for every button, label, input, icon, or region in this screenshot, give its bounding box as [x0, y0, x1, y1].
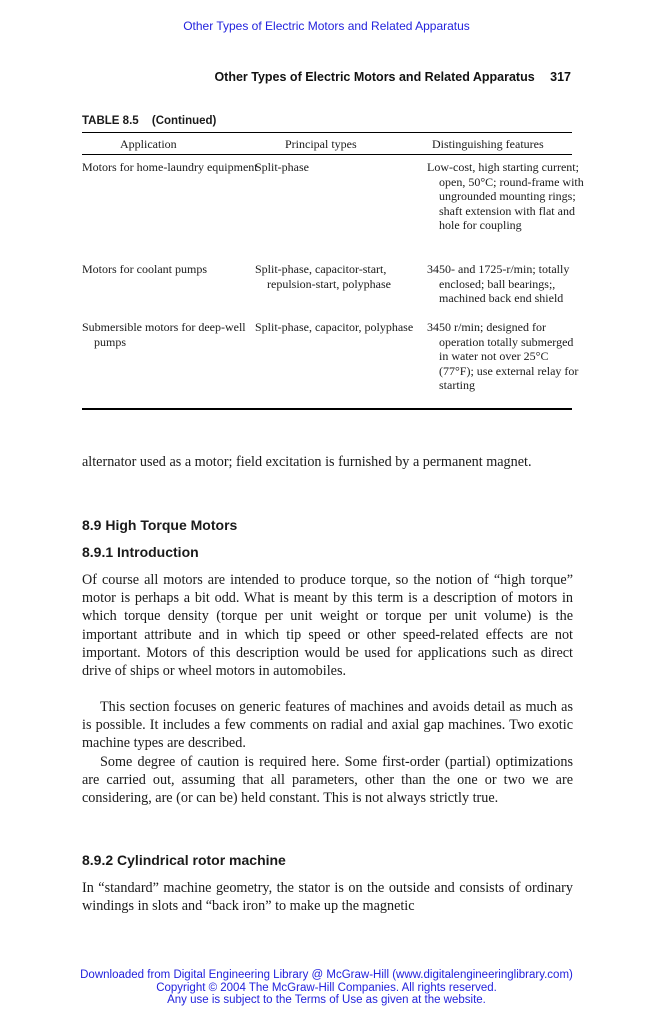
subsection-heading-introduction: 8.9.1 Introduction	[82, 544, 199, 560]
page-number: 317	[550, 70, 571, 84]
table-row	[82, 320, 579, 408]
cell-application: Motors for home-laundry equipment	[82, 160, 258, 174]
header-application: Application	[120, 137, 177, 151]
running-head	[214, 70, 571, 84]
section-heading: 8.9 High Torque Motors	[82, 517, 238, 533]
footer-download-link[interactable]: Downloaded from Digital Engineering Library @ McGraw-Hill (www.digitalengineeringlibrary.com)	[80, 969, 573, 981]
cell-principal-types: Split-phase, capacitor, polyphase	[255, 320, 414, 334]
cell-features: Low-cost, high starting current; open, 50°C; round-frame with ungrounded mounting rings; shaft extension with flat and hole for coupling	[427, 160, 584, 232]
table-row	[82, 160, 584, 262]
table-header-rule	[82, 154, 572, 155]
table-row	[82, 262, 572, 320]
page-banner-title: Other Types of Electric Motors and Related Apparatus	[183, 19, 470, 33]
table-caption	[82, 115, 216, 127]
cell-principal-types: Split-phase, capacitor-start, repulsion-start, polyphase	[255, 262, 391, 291]
cell-application: Submersible motors for deep-well pumps	[82, 320, 246, 349]
subsection-heading-cylindrical-rotor: 8.9.2 Cylindrical rotor machine	[82, 852, 286, 868]
cell-principal-types: Split-phase	[255, 160, 309, 174]
table-bottom-rule	[82, 408, 572, 410]
header-distinguishing-features: Distinguishing features	[432, 137, 544, 151]
motor-types-table	[82, 132, 584, 410]
paragraph: Some degree of caution is required here. Some first-order (partial) optimizations are carried out, assuming that all parameters, other than the one or two we are considering, are (or can be) held constant. This is not always strictly true.	[82, 754, 573, 807]
table-header-row	[82, 133, 572, 154]
paragraph: In “standard” machine geometry, the stator is on the outside and consists of ordinary windings in slots and “back iron” to make up the magnetic	[82, 880, 573, 915]
cell-features: 3450- and 1725-r/min; totally enclosed; ball bearings;, machined back end shield	[427, 262, 570, 305]
header-principal-types: Principal types	[285, 137, 357, 151]
intro-paragraph: alternator used as a motor; field excitation is furnished by a permanent magnet.	[82, 454, 532, 470]
running-head-title: Other Types of Electric Motors and Related Apparatus	[214, 70, 535, 84]
footer-copyright: Copyright © 2004 The McGraw-Hill Companies. All rights reserved.	[156, 981, 497, 994]
download-footer	[0, 969, 653, 1007]
footer-terms: Any use is subject to the Terms of Use as given at the website.	[167, 994, 486, 1006]
table-continued: (Continued)	[151, 115, 217, 127]
cell-application: Motors for coolant pumps	[82, 262, 207, 276]
paragraph: This section focuses on generic features of machines and avoids detail as much as is possible. It includes a few comments on radial and axial gap machines. Two exotic machine types are described.	[82, 699, 573, 752]
paragraph: Of course all motors are intended to produce torque, so the notion of “high torque” motor is perhaps a bit odd. What is meant by this term is a description of motors in which torque density (torque per unit weight or torque per unit volume) is the important attribute and in which tip speed or other speed-related effects are not important. Motors of this description would be used for applications such as direct drive of ships or wheel motors in automobiles.	[82, 572, 573, 680]
cell-features: 3450 r/min; designed for operation totally submerged in water not over 25°C (77°F); use external relay for starting	[427, 320, 579, 392]
table-label: TABLE 8.5	[82, 115, 139, 127]
